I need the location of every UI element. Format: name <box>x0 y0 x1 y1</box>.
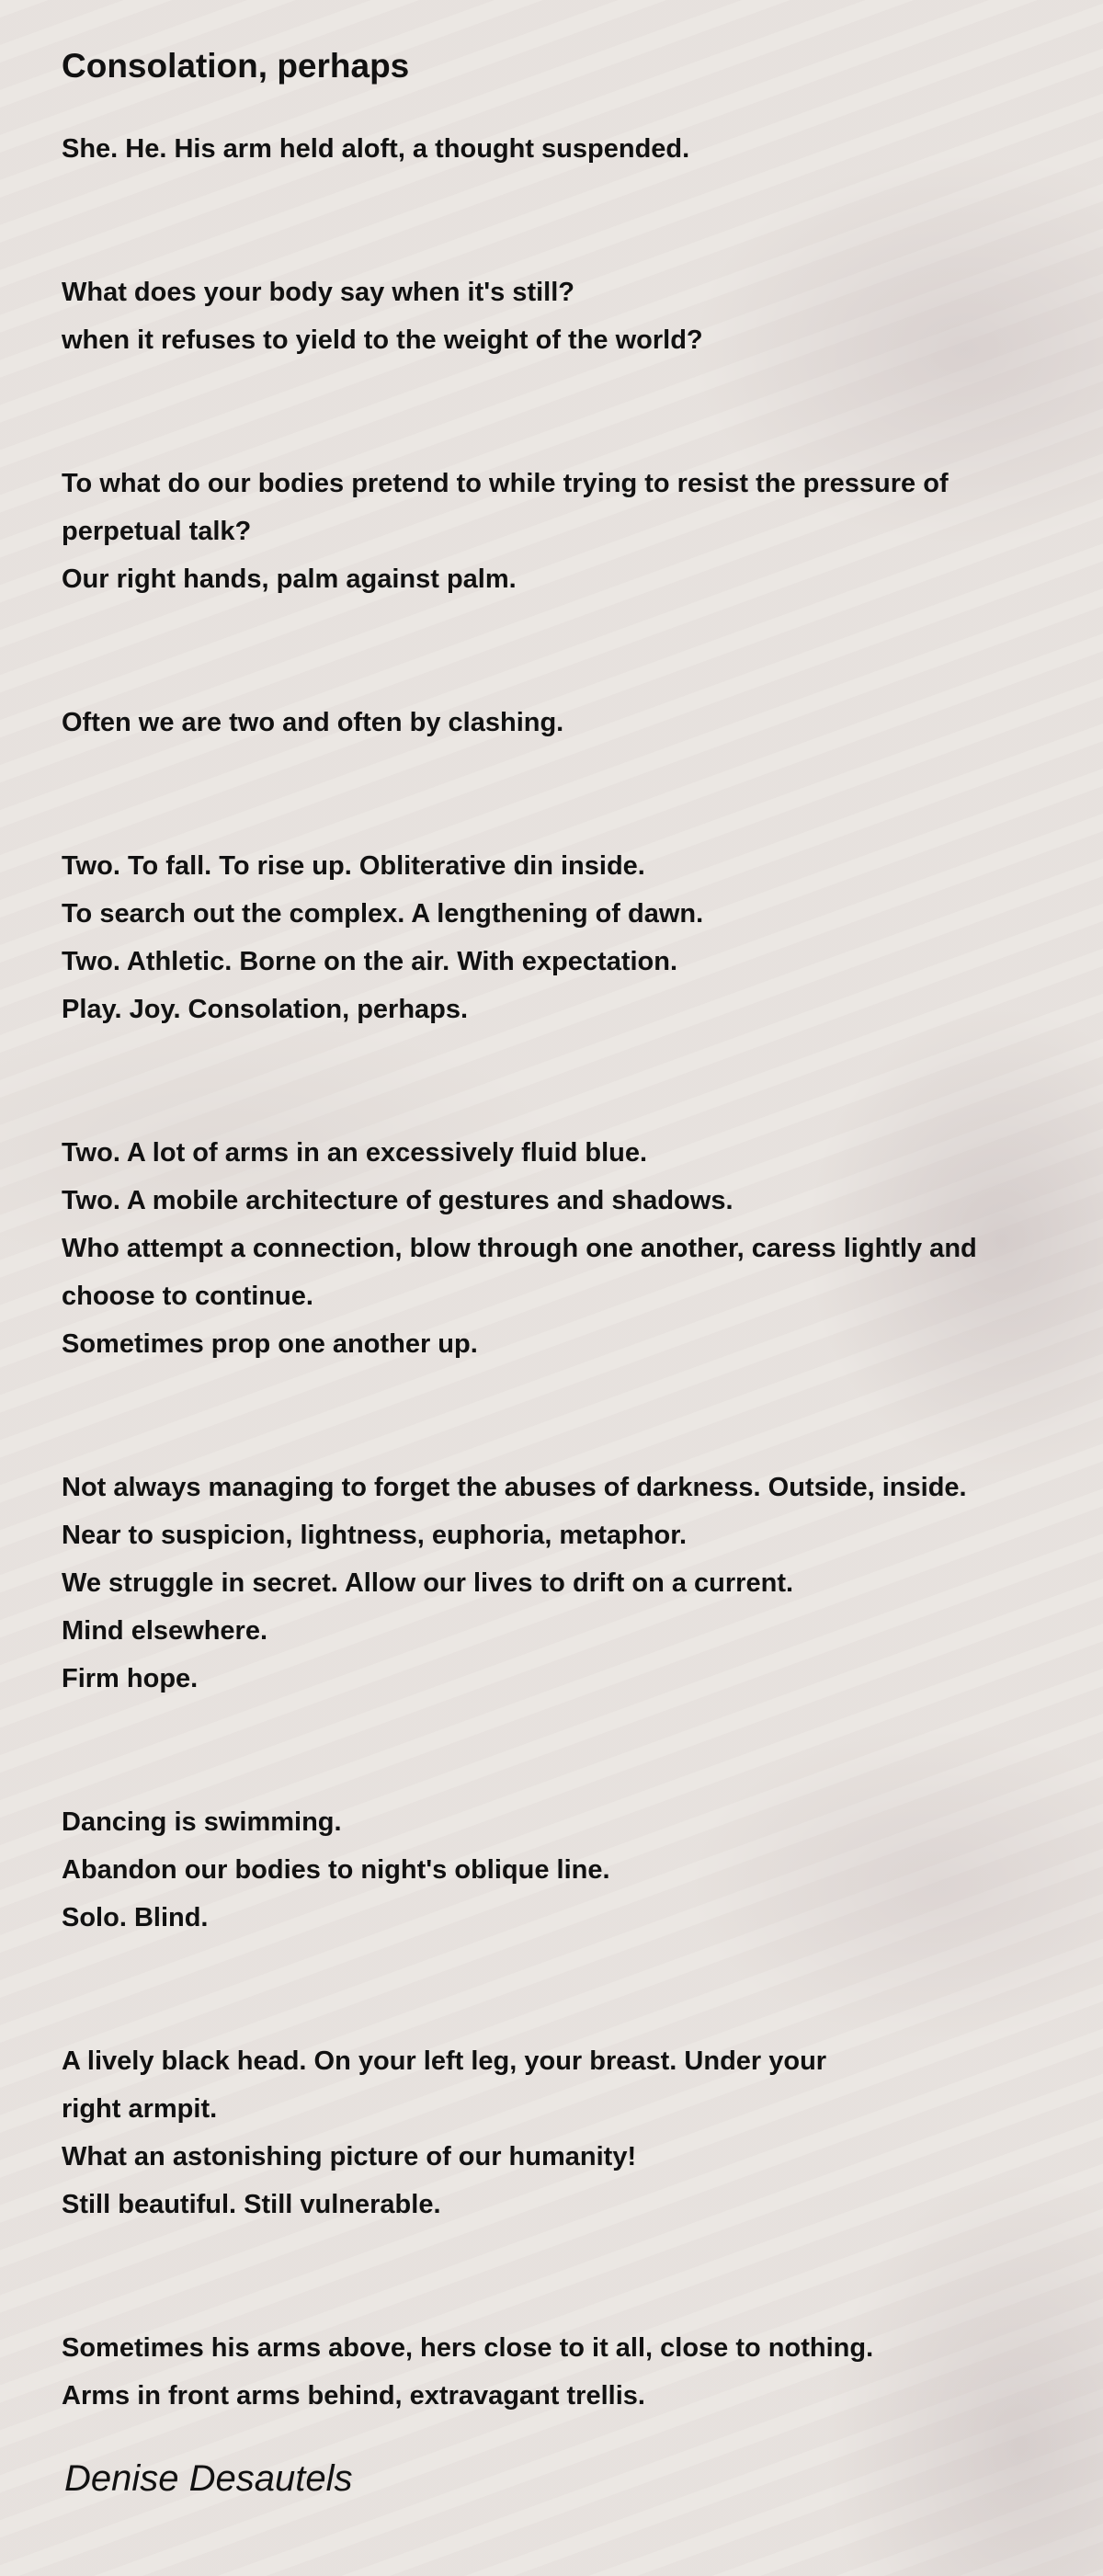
poem-line: choose to continue. <box>62 1282 313 1312</box>
stanza <box>62 2324 1091 2420</box>
poem-line: right armpit. <box>62 2094 218 2125</box>
stanza <box>62 1129 1091 1368</box>
stanza <box>62 1798 1091 1942</box>
poem-line: Sometimes his arms above, hers close to it all, close to nothing. <box>62 2333 874 2364</box>
poem-line: Dancing is swimming. <box>62 1807 342 1838</box>
stanza <box>62 842 1091 1033</box>
poem-title: Consolation, perhaps <box>62 47 410 85</box>
stanza <box>62 125 1091 173</box>
stanza <box>62 268 1091 364</box>
poem-line: Abandon our bodies to night's oblique line. <box>62 1855 610 1886</box>
poem-line: Who attempt a connection, blow through one another, caress lightly and <box>62 1234 977 1264</box>
poem-line: What an astonishing picture of our humanity! <box>62 2142 637 2172</box>
poem-line: Near to suspicion, lightness, euphoria, metaphor. <box>62 1521 688 1551</box>
poem <box>62 46 1091 2501</box>
stanza <box>62 1464 1091 1703</box>
poem-line: Two. A lot of arms in an excessively fluid blue. <box>62 1138 648 1168</box>
poem-line: when it refuses to yield to the weight of the world? <box>62 325 703 356</box>
poem-line: Still beautiful. Still vulnerable. <box>62 2190 441 2220</box>
stanza <box>62 2037 1091 2228</box>
poem-line: What does your body say when it's still? <box>62 278 574 308</box>
poem-line: Mind elsewhere. <box>62 1616 268 1647</box>
stanza <box>62 460 1091 603</box>
poem-line: Play. Joy. Consolation, perhaps. <box>62 995 469 1025</box>
poem-line: Two. To fall. To rise up. Obliterative din inside. <box>62 851 645 882</box>
poem-line: perpetual talk? <box>62 517 252 547</box>
poem-author: Denise Desautels <box>64 2458 353 2500</box>
poem-line: To what do our bodies pretend to while trying to resist the pressure of <box>62 469 949 499</box>
poem-line: Often we are two and often by clashing. <box>62 708 564 738</box>
poem-line: Firm hope. <box>62 1664 199 1694</box>
poem-line: Solo. Blind. <box>62 1903 209 1933</box>
poem-line: A lively black head. On your left leg, your breast. Under your <box>62 2046 827 2077</box>
poem-line: Sometimes prop one another up. <box>62 1329 478 1360</box>
poem-line: Two. Athletic. Borne on the air. With expectation. <box>62 947 678 977</box>
poem-line: Not always managing to forget the abuses of darkness. Outside, inside. <box>62 1473 967 1503</box>
poem-line: Arms in front arms behind, extravagant trellis. <box>62 2381 645 2411</box>
poem-line: We struggle in secret. Allow our lives to drift on a current. <box>62 1568 794 1599</box>
poem-line: She. He. His arm held aloft, a thought suspended. <box>62 134 690 165</box>
poem-line: Our right hands, palm against palm. <box>62 564 517 595</box>
poem-line: Two. A mobile architecture of gestures and shadows. <box>62 1186 733 1216</box>
poem-line: To search out the complex. A lengthening of dawn. <box>62 899 704 929</box>
stanza <box>62 699 1091 747</box>
